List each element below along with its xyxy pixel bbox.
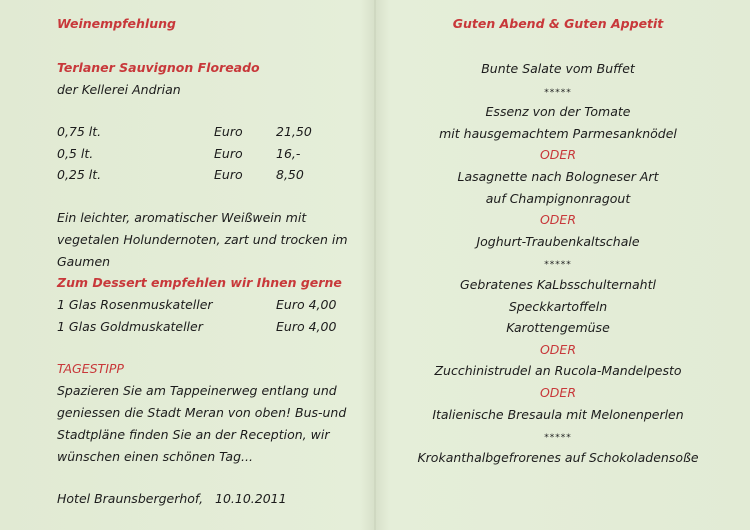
menu-item: Italienische Bresaula mit Melonenperlen <box>432 406 684 422</box>
price-currency: Euro <box>214 124 243 139</box>
price-size: 0,5 lt. <box>57 146 94 161</box>
course-divider: ***** <box>544 87 572 98</box>
menu-item: Zucchinistrudel an Rucola-Mandelpesto <box>434 363 682 379</box>
menu-item: Joghurt-Traubenkaltschale <box>476 233 640 249</box>
price-value: 8,50 <box>276 167 304 182</box>
menu-item: Bunte Salate vom Buffet <box>481 61 635 76</box>
or-separator: ODER <box>539 385 577 400</box>
description-line: Ein leichter, aromatischer Weißwein mit <box>57 210 307 225</box>
dessert-heading: Zum Dessert empfehlen wir Ihnen gerne <box>57 275 342 290</box>
price-size: 0,25 lt. <box>57 167 102 182</box>
fold-line <box>374 0 376 530</box>
or-separator: ODER <box>539 212 577 228</box>
course-divider: ***** <box>544 433 572 444</box>
price-value: 21,50 <box>276 124 312 139</box>
menu-item: Krokanthalbgefrorenes auf Schokoladensoße <box>417 449 699 465</box>
description-line: vegetalen Holundernoten, zart und trocken im <box>57 232 348 247</box>
menu-item: Lasagnette nach Bologneser Art <box>457 169 659 184</box>
price-value: 16,- <box>276 146 301 161</box>
price-currency: Euro <box>214 146 243 161</box>
footer-hotel-date: Hotel Braunsbergerhof, 10.10.2011 <box>57 491 287 506</box>
or-separator: ODER <box>539 147 577 163</box>
dessert-wine-price: Euro 4,00 <box>276 319 337 334</box>
menu-item: Karottengemüse <box>506 320 610 336</box>
wine-name: Terlaner Sauvignon Floreado <box>57 60 260 75</box>
tip-line: geniessen die Stadt Meran von oben! Bus-und <box>57 405 347 420</box>
dessert-wine-name: 1 Glas Rosenmuskateller <box>57 297 213 312</box>
tip-line: Stadtpläne finden Sie an der Reception, wir <box>57 427 330 442</box>
tip-line: wünschen einen schönen Tag... <box>57 449 253 464</box>
dessert-wine-name: 1 Glas Goldmuskateller <box>57 319 203 334</box>
menu-item: Gebratenes KaLbsschulternahtl <box>460 277 656 292</box>
course-divider: ***** <box>544 260 572 271</box>
winery: der Kellerei Andrian <box>57 82 181 97</box>
dessert-wine-price: Euro 4,00 <box>276 297 337 312</box>
or-separator: ODER <box>539 341 577 357</box>
tip-heading: TAGESTIPP <box>57 361 124 376</box>
menu-item: Essenz von der Tomate <box>485 104 631 120</box>
menu-item: auf Champignonragout <box>485 190 631 206</box>
menu-item: Speckkartoffeln <box>508 298 608 314</box>
tip-line: Spazieren Sie am Tappeinerweg entlang und <box>57 383 337 398</box>
description-line: Gaumen <box>57 254 111 269</box>
greeting-heading: Guten Abend & Guten Appetit <box>452 16 664 31</box>
price-currency: Euro <box>214 167 243 182</box>
menu-item: mit hausgemachtem Parmesanknödel <box>439 125 677 141</box>
price-size: 0,75 lt. <box>57 124 102 139</box>
wine-recommendation-heading: Weinempfehlung <box>57 16 176 31</box>
